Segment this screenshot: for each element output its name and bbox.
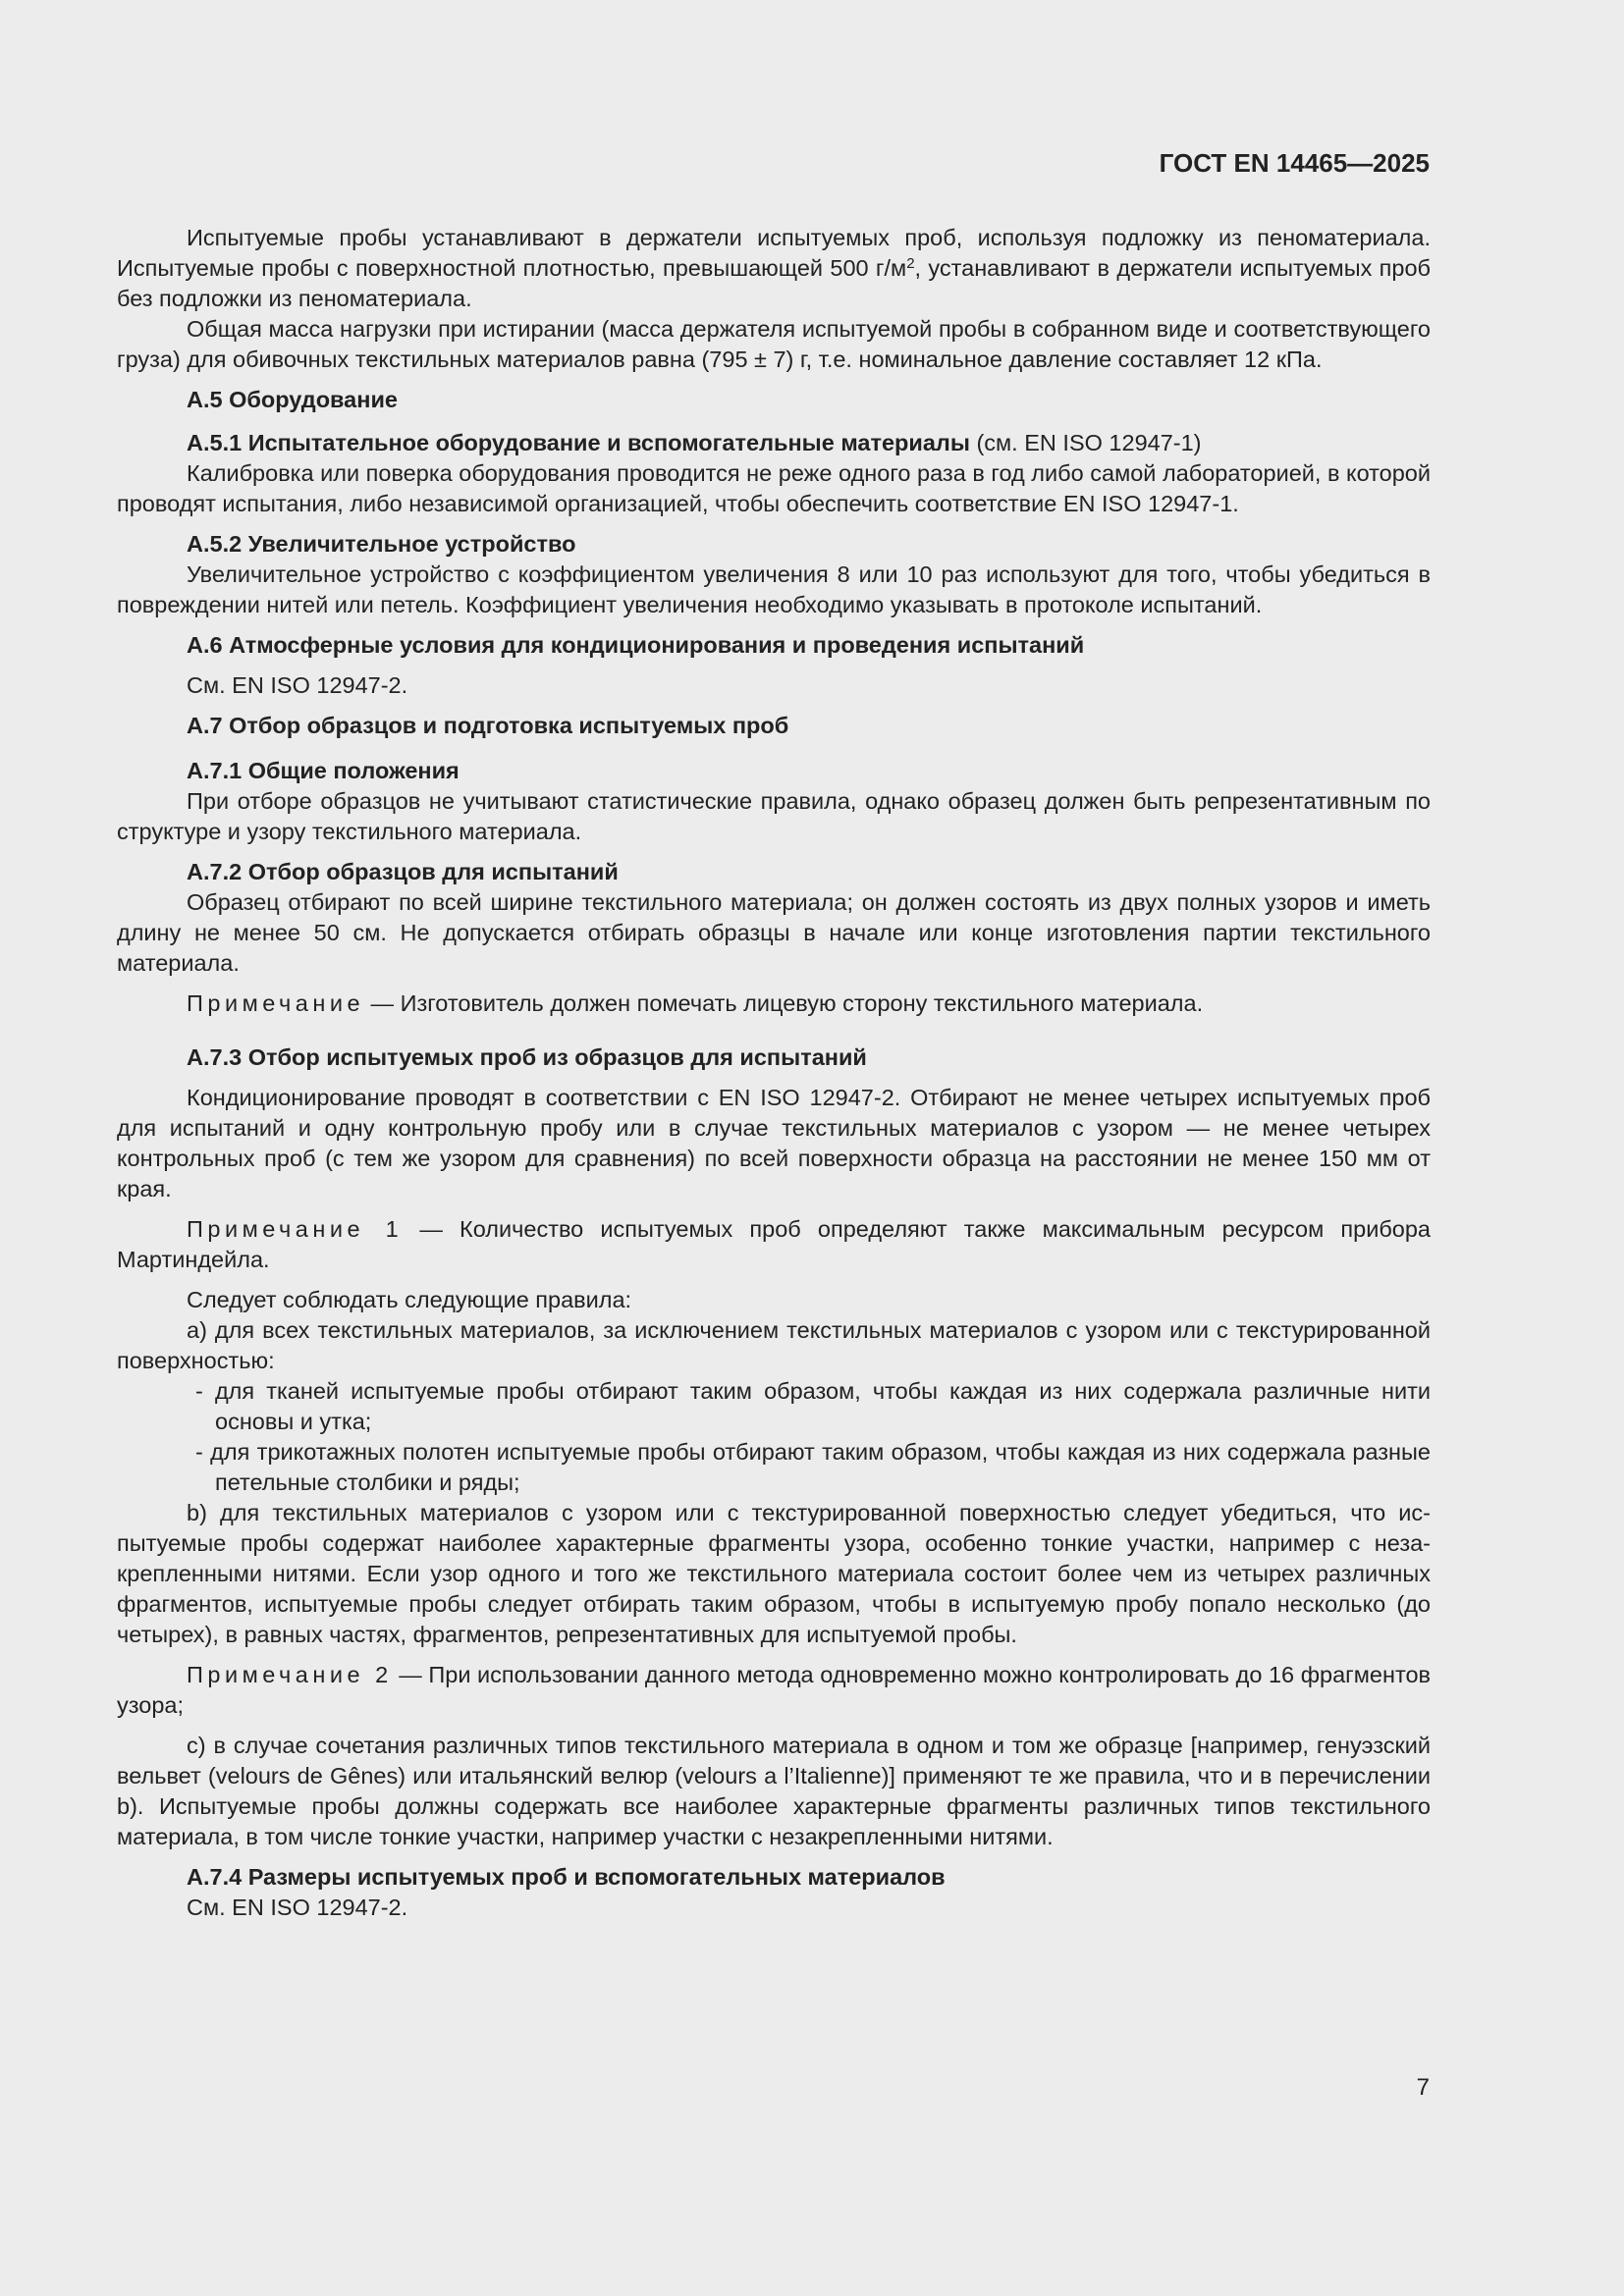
paragraph-a5-2: Увеличительное устройство с коэффициентом увеличения 8 или 10 раз используют для того, чтобы убедиться в повреждении нитей или петель. Коэффициент увеличения необходимо указывать в протоколе испытаний. <box>117 561 1431 617</box>
paragraph-intro-1: Испытуемые пробы устанавливают в держатели испытуемых проб, используя подложку из пеноматериала. Испытуемые пробы с поверхностной плотностью, превышающей 500 $г/м^2$, устанавливают в держатели испытуемых проб без подложки из пеноматериала. <box>117 225 1431 311</box>
list-item-a: a) для всех текстильных материалов, за исключением текстильных материалов с узором или с текстурированной поверхностью: <box>117 1317 1431 1373</box>
list-subitem-2: - для трикотажных полотен испытуемые пробы отбирают таким образом, чтобы каждая из них содержала разные петельные столбики и ряды; <box>195 1439 1431 1495</box>
subsection-heading-a7-4: А.7.4 Размеры испытуемых проб и вспомогательных материалов <box>187 1864 946 1890</box>
paragraph-rules-intro: Следует соблюдать следующие правила: <box>187 1287 632 1312</box>
document-header: ГОСТ EN 14465—2025 <box>1159 148 1430 178</box>
note-label: Примечание <box>187 990 365 1016</box>
paragraph-a7-1: При отборе образцов не учитывают статистические правила, однако образец должен быть репрезентативным по структуре и узору текстильного материала. <box>117 788 1431 844</box>
section-heading-a5: А.5 Оборудование <box>187 387 398 412</box>
list-item-b: b) для текстильных материалов с узором или с текстурированной поверхностью следует убедиться, что испытуемые пробы содержат наиболее характерные фрагменты узора, особенно тонкие участки, например с незакрепленными нитями. Если узор одного и того же текстильного материала состоит более чем из четырех различных фрагментов, испытуемые пробы следует отбирать таким образом, чтобы в испытуемую пробу попало несколько (до четырех), в равных частях, фрагментов, репрезентативных для испытуемой пробы. <box>117 1500 1431 1647</box>
subsection-heading-a5-2: А.5.2 Увеличительное устройство <box>187 531 576 557</box>
paragraph-a5-1: Калибровка или поверка оборудования проводится не реже одного раза в год либо самой лабораторией, в которой проводят испытания, либо независимой организацией, чтобы обеспечить соответствие EN ISO 12947-1. <box>117 460 1431 516</box>
page-number: 7 <box>1416 2074 1430 2101</box>
subsection-heading-a5-1: А.5.1 Испытательное оборудование и вспомогательные материалы (см. EN ISO 12947-1) <box>187 430 1202 455</box>
list-subitem-1: - для тканей испытуемые пробы отбирают таким образом, чтобы каждая из них содержала различные нити основы и утка; <box>195 1378 1431 1434</box>
subsection-heading-a7-2: А.7.2 Отбор образцов для испытаний <box>187 859 619 884</box>
note-a7-2: Примечание — Изготовитель должен помечать лицевую сторону текстильного материала. <box>187 990 1204 1016</box>
paragraph-intro-2: Общая масса нагрузки при истирании (масса держателя испытуемой пробы в собранном виде и соответствующего груза) для обивочных текстильных материалов равна (795 ± 7) г, т.е. номинальное давление составляет 12 кПа. <box>117 316 1431 372</box>
paragraph-a6: См. EN ISO 12947-2. <box>187 672 408 698</box>
superscript: 2 <box>906 255 915 272</box>
section-heading-a6: А.6 Атмосферные условия для кондиционирования и проведения испытаний <box>187 632 1085 658</box>
note-2-a7-3: Примечание 2 — При использовании данного метода одновременно можно контролировать до 16 фрагментов узора; <box>117 1662 1431 1718</box>
paragraph-a7-4: См. EN ISO 12947-2. <box>187 1895 408 1920</box>
subsection-heading-a7-1: А.7.1 Общие положения <box>187 758 460 783</box>
subsection-heading-a7-3: А.7.3 Отбор испытуемых проб из образцов для испытаний <box>187 1044 867 1070</box>
note-label: Примечание 1 <box>187 1216 404 1242</box>
paragraph-a7-3: Кондиционирование проводят в соответствии с EN ISO 12947-2. Отбирают не менее четырех испытуемых проб для испытаний и одну контрольную пробу или в случае текстильных материалов с узором — не менее четырех контрольных проб (с тем же узором для сравнения) по всей поверхности образца на расстоянии не менее 150 мм от края. <box>117 1085 1431 1201</box>
list-item-c: c) в случае сочетания различных типов текстильного материала в одном и том же образце [например, генуэзский вельвет (velours de Gênes) или итальянский велюр (velours a l’Italienne)] применяют те же правила, что и в перечислении b). Испытуемые пробы должны содержать все наиболее характерные фрагменты различных типов текстильного материала, в том числе тонкие участки, например участки с незакрепленными нитями. <box>117 1733 1431 1849</box>
paragraph-a7-2: Образец отбирают по всей ширине текстильного материала; он должен состоять из двух полных узоров и иметь длину не менее 50 см. Не допускается отбирать образцы в начале или конце изготовления партии текстильного материала. <box>117 889 1431 976</box>
document-body <box>117 223 1431 1923</box>
section-heading-a7: А.7 Отбор образцов и подготовка испытуемых проб <box>187 713 789 738</box>
note-label: Примечание 2 <box>187 1662 393 1687</box>
note-1-a7-3: Примечание 1 — Количество испытуемых проб определяют также максимальным ресурсом прибора Мартиндейла. <box>117 1216 1432 1272</box>
